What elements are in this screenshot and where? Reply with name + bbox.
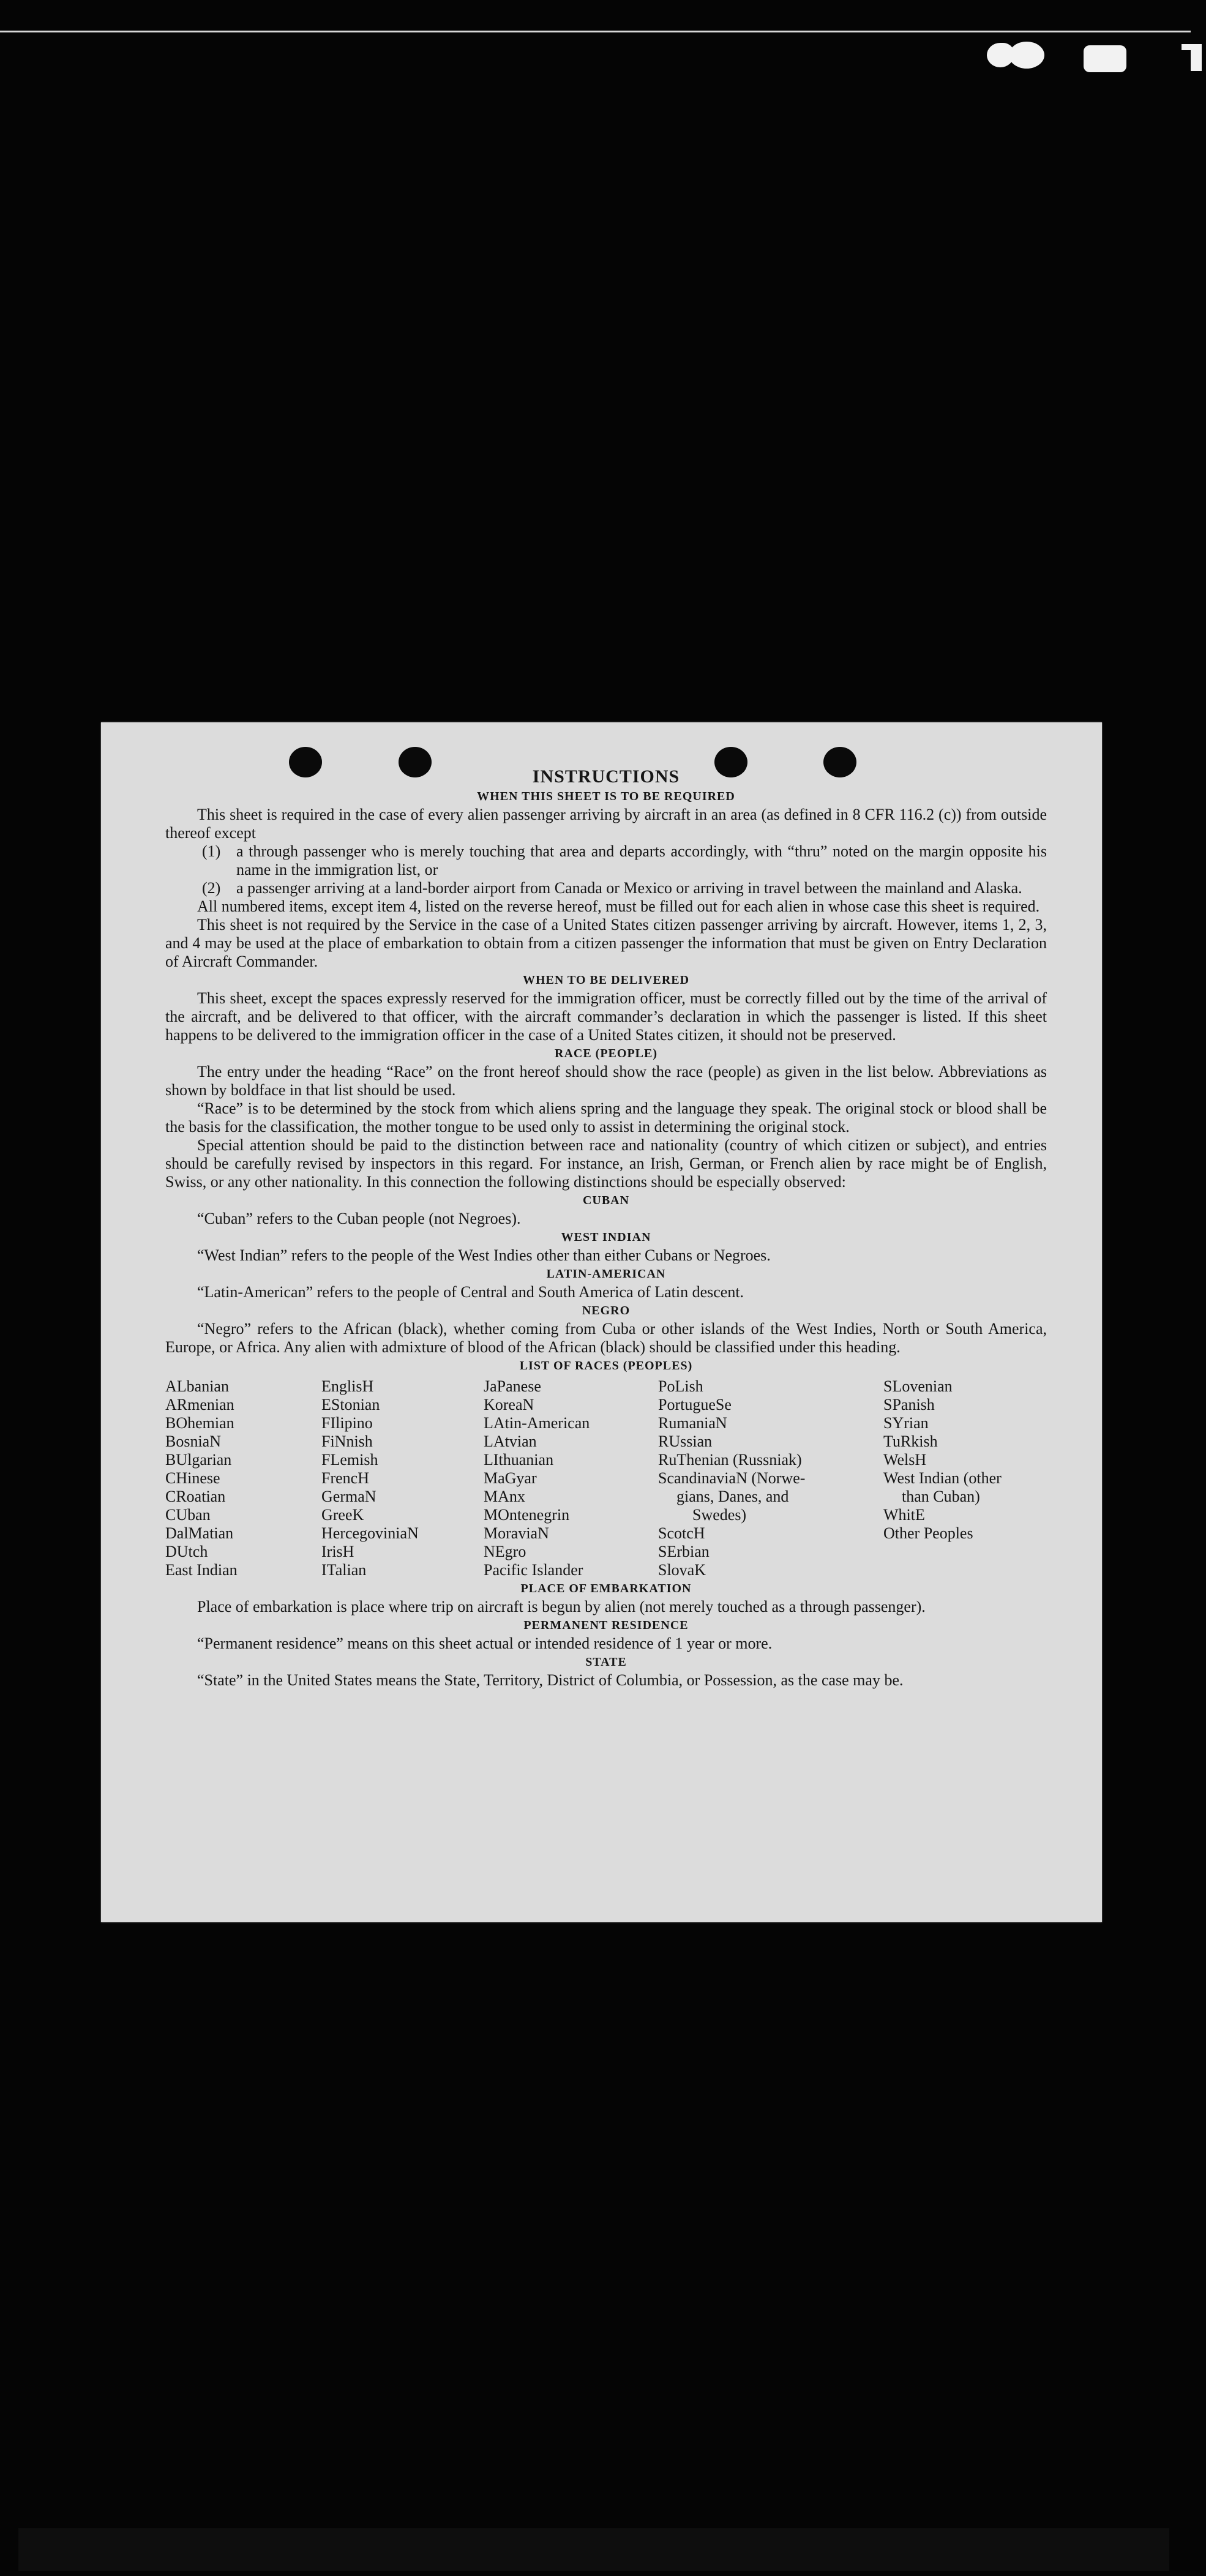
race-item: IrisH <box>321 1543 354 1560</box>
section-heading-latin-american: LATIN-AMERICAN <box>546 1267 666 1281</box>
paragraph: Place of embarkation is place where trip on aircraft is begun by alien (not merely touched as a through passenger). <box>197 1598 926 1616</box>
paragraph: All numbered items, except item 4, listed on the reverse hereof, must be filled out for each alien in whose case this sheet is required. <box>197 897 1040 915</box>
race-item: JaPanese <box>484 1377 541 1395</box>
race-item: ALbanian <box>165 1377 229 1395</box>
section-heading-races-list: LIST OF RACES (PEOPLES) <box>519 1359 693 1372</box>
race-item: FIlipino <box>321 1414 373 1432</box>
paragraph: “Race” is to be determined by the stock from which aliens spring and the language they speak. The original stock or blood shall be the basis for the classification, the mother tongue to be used only to assist in determining the original stock. <box>165 1099 1047 1136</box>
paragraph: This sheet is required in the case of every alien passenger arriving by aircraft in an area (as defined in 8 CFR 116.2 (c)) from outside thereof except <box>165 806 1047 842</box>
race-item: DalMatian <box>165 1524 234 1542</box>
races-list <box>165 1377 1047 1579</box>
section-heading-negro: NEGRO <box>582 1304 631 1317</box>
sheet-content <box>165 766 1047 1690</box>
race-item: BUlgarian <box>165 1451 232 1469</box>
paragraph: “Cuban” refers to the Cuban people (not Negroes). <box>197 1210 521 1227</box>
race-item: MaGyar <box>484 1469 537 1487</box>
paragraph: This sheet is not required by the Service in the case of a United States citizen passenger arriving by aircraft. However, items 1, 2, 3, and 4 may be used at the place of embarkation to obtain from a citizen passenger the information that must be given on Entry Declaration of Aircraft Commander. <box>165 916 1047 970</box>
section-heading-west-indian: WEST INDIAN <box>561 1230 651 1244</box>
races-column-3 <box>484 1377 658 1579</box>
page-title: INSTRUCTIONS <box>532 766 680 787</box>
race-item: FiNnish <box>321 1432 373 1450</box>
race-item: Other Peoples <box>883 1524 973 1542</box>
race-item: BosniaN <box>165 1432 221 1450</box>
race-item: CRoatian <box>165 1488 226 1505</box>
race-item: ScandinaviaN (Norwe- <box>658 1469 806 1487</box>
race-item: FLemish <box>321 1451 378 1469</box>
races-column-2 <box>321 1377 484 1579</box>
section-heading-race: RACE (PEOPLE) <box>555 1047 657 1060</box>
race-item: EStonian <box>321 1396 380 1413</box>
race-item: CUban <box>165 1506 211 1524</box>
race-item: GermaN <box>321 1488 376 1505</box>
corner-punch-marks <box>979 39 1206 76</box>
paragraph: “Permanent residence” means on this sheet actual or intended residence of 1 year or more. <box>197 1634 773 1652</box>
item-number: (2) <box>202 879 221 897</box>
race-item: NEgro <box>484 1543 526 1560</box>
section-heading-cuban: CUBAN <box>582 1194 630 1207</box>
race-item: LIthuanian <box>484 1451 554 1469</box>
paragraph: “Negro” refers to the African (black), whether coming from Cuba or other islands of the West Indies, North or South America, Europe, or Africa. Any alien with admixture of blood of the African (black) should be classified under this heading. <box>165 1320 1047 1356</box>
punch-mark <box>1084 45 1126 72</box>
numbered-item <box>165 842 1047 879</box>
paragraph: “West Indian” refers to the people of the West Indies other than either Cubans or Negroes. <box>197 1246 771 1264</box>
race-item: GreeK <box>321 1506 364 1524</box>
race-item: SErbian <box>658 1543 710 1560</box>
race-item: WhitE <box>883 1506 925 1524</box>
race-item: PortugueSe <box>658 1396 732 1413</box>
section-heading-when-delivered: WHEN TO BE DELIVERED <box>522 973 690 987</box>
race-item: TuRkish <box>883 1432 938 1450</box>
item-number: (1) <box>202 842 221 860</box>
paragraph: Special attention should be paid to the distinction between race and nationality (country of which citizen or subject), and entries should be carefully revised by inspectors in this regard. For instance, an Irish, German, or French alien by race might be of English, Swiss, or any other nationality. In this connection the following distinctions should be especially observed: <box>165 1136 1047 1191</box>
race-item: RUssian <box>658 1432 713 1450</box>
race-item: PoLish <box>658 1377 703 1395</box>
punch-mark <box>1191 44 1202 71</box>
film-top-line <box>0 31 1191 32</box>
race-item: West Indian (other <box>883 1469 1002 1487</box>
film-bottom-edge <box>18 2528 1169 2571</box>
section-heading-state: STATE <box>585 1655 627 1669</box>
race-item: SYrian <box>883 1414 929 1432</box>
race-item: MAnx <box>484 1488 525 1505</box>
races-column-4 <box>658 1377 883 1579</box>
race-item: CHinese <box>165 1469 220 1487</box>
numbered-item <box>165 879 1047 897</box>
race-item: LAtvian <box>484 1432 537 1450</box>
instruction-sheet <box>101 722 1102 1922</box>
race-item-continued: gians, Danes, and <box>676 1488 789 1505</box>
section-heading-embarkation: PLACE OF EMBARKATION <box>520 1582 692 1595</box>
race-item: East Indian <box>165 1561 238 1579</box>
item-text: a passenger arriving at a land-border airport from Canada or Mexico or arriving in travel between the mainland and Alaska. <box>236 879 1022 897</box>
paragraph: “State” in the United States means the State, Territory, District of Columbia, or Possession, as the case may be. <box>197 1671 904 1689</box>
race-item: ITalian <box>321 1561 367 1579</box>
punch-mark <box>1009 42 1044 69</box>
item-text: a through passenger who is merely touching that area and departs accordingly, with “thru” noted on the margin opposite his name in the immigration list, or <box>236 842 1047 878</box>
races-column-1 <box>165 1377 321 1579</box>
race-item: WelsH <box>883 1451 927 1469</box>
paragraph: The entry under the heading “Race” on the front hereof should show the race (people) as given in the list below. Abbreviations as shown by boldface in that list should be used. <box>165 1063 1047 1099</box>
race-item: Pacific Islander <box>484 1561 583 1579</box>
section-heading-residence: PERMANENT RESIDENCE <box>523 1619 689 1632</box>
race-item: DUtch <box>165 1543 208 1560</box>
race-item: LAtin-American <box>484 1414 590 1432</box>
race-item: RuThenian (Russniak) <box>658 1451 802 1469</box>
race-item-continued: Swedes) <box>692 1506 747 1524</box>
race-item: FrencH <box>321 1469 369 1487</box>
race-item: SlovaK <box>658 1561 706 1579</box>
section-heading-when-required: WHEN THIS SHEET IS TO BE REQUIRED <box>477 790 735 803</box>
race-item-continued: than Cuban) <box>902 1488 980 1505</box>
race-item: SPanish <box>883 1396 935 1413</box>
paragraph: This sheet, except the spaces expressly reserved for the immigration officer, must be correctly filled out by the time of the arrival of the aircraft, and be delivered to that officer, with the aircraft commander’s declaration in which the passenger is listed. If this sheet happens to be delivered to the immigration officer in the case of a United States citizen, it should not be preserved. <box>165 989 1047 1044</box>
paragraph: “Latin-American” refers to the people of Central and South America of Latin descent. <box>197 1283 744 1301</box>
race-item: RumaniaN <box>658 1414 727 1432</box>
race-item: ScotcH <box>658 1524 705 1542</box>
race-item: SLovenian <box>883 1377 953 1395</box>
race-item: EnglisH <box>321 1377 374 1395</box>
race-item: ARmenian <box>165 1396 234 1413</box>
race-item: KoreaN <box>484 1396 534 1413</box>
races-column-5 <box>883 1377 1047 1579</box>
race-item: HercegoviniaN <box>321 1524 419 1542</box>
race-item: MOntenegrin <box>484 1506 570 1524</box>
race-item: MoraviaN <box>484 1524 549 1542</box>
race-item: BOhemian <box>165 1414 234 1432</box>
